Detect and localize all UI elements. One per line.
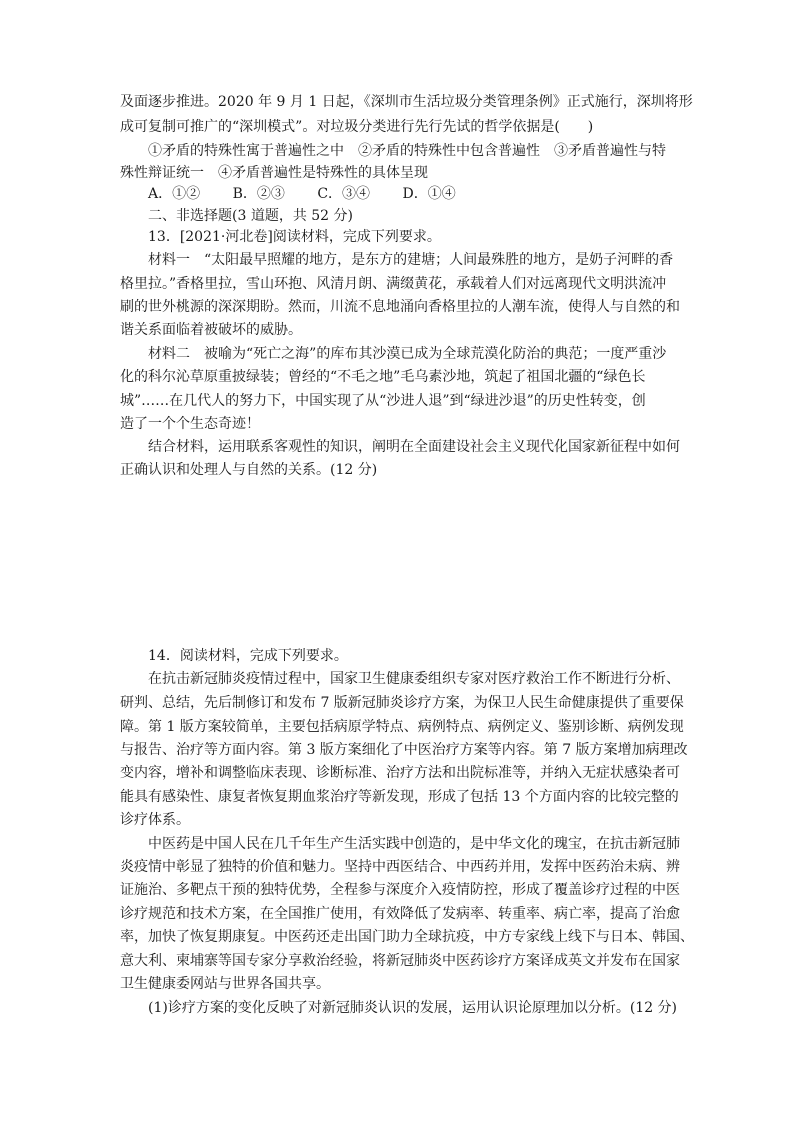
q14-subquestion-1: (1)诊疗方案的变化反映了对新冠肺炎认识的发展，运用认识论原理加以分析。(12 分) <box>148 1000 678 1016</box>
q12-statements-line2: 殊性辩证统一 ④矛盾普遍性是特殊性的具体呈现 <box>120 165 428 181</box>
q14-para1-line: 障。第 1 版方案较简单，主要包括病原学特点、病例特点、病例定义、鉴别诊断、病例发现 <box>120 719 684 735</box>
q14-para1-line: 与报告、治疗等方面内容。第 3 版方案细化了中医治疗方案等内容。第 7 版方案增加病理改 <box>120 742 688 758</box>
q13-material1-line: 材料一 “太阳最早照耀的地方，是东方的建塘；人间最殊胜的地方，是奶子河畔的香 <box>148 252 674 268</box>
q14-para2-line: 炎疫情中彰显了独特的价值和魅力。坚持中西医结合、中西药并用，发挥中医药治未病、辨 <box>120 859 680 875</box>
q13-question-line: 正确认识和处理人与自然的关系。(12 分) <box>120 462 378 478</box>
q14-heading: 14．阅读材料，完成下列要求。 <box>148 648 348 664</box>
q14-para2-line: 诊疗规范和技术方案，在全国推广使用，有效降低了发病率、转重率、病亡率，提高了治愈 <box>120 906 680 922</box>
q13-material2-line: 化的科尔沁草原重披绿装；曾经的“不毛之地”毛乌素沙地，筑起了祖国北疆的“绿色长 <box>120 369 646 385</box>
q14-para2-line: 证施治、多靶点干预的独特优势，全程参与深度介入疫情防控，形成了覆盖诊疗过程的中医 <box>120 882 680 898</box>
q14-para2-line: 意大利、柬埔寨等国专家分享救治经验，将新冠肺炎中医药诊疗方案译成英文并发布在国家 <box>120 953 680 969</box>
option-b: B．②③ <box>232 186 285 202</box>
section-heading: 二、非选择题(3 道题，共 52 分) <box>148 208 353 224</box>
option-a: A．①② <box>148 186 201 202</box>
q13-material1-line: 格里拉。”香格里拉，雪山环抱、风清月朗、满缀黄花，承载着人们对远离现代文明洪流冲 <box>120 276 667 292</box>
q13-material2-line: 城”……在几代人的努力下，中国实现了从“沙进人退”到“绿进沙退”的历史性转变，创 <box>120 393 646 409</box>
q14-para2-line: 中医药是中国人民在几千年生产生活实践中创造的，是中华文化的瑰宝，在抗击新冠肺 <box>148 836 680 852</box>
q12-statements-line1: ①矛盾的特殊性寓于普遍性之中 ②矛盾的特殊性中包含普遍性 ③矛盾普遍性与特 <box>148 143 666 159</box>
option-c: C．③④ <box>317 186 371 202</box>
q13-material2-line: 造了一个个生态奇迹！ <box>120 416 260 432</box>
q14-para1-line: 研判、总结，先后制修订和发布 7 版新冠肺炎诊疗方案，为保卫人民生命健康提供了重要保 <box>120 695 684 711</box>
q13-material1-line: 谐关系面临着被破坏的威胁。 <box>120 322 302 338</box>
q14-para2-line: 卫生健康委网站与世界各国共享。 <box>120 976 330 992</box>
q14-para1-line: 变内容，增补和调整临床表现、诊断标准、治疗方法和出院标准等，并纳入无症状感染者可 <box>120 765 680 781</box>
q13-material2-line: 材料二 被喻为“死亡之海”的库布其沙漠已成为全球荒漠化防治的典范；一度严重沙 <box>148 346 667 362</box>
q13-question-line: 结合材料，运用联系客观性的知识，阐明在全面建设社会主义现代化国家新征程中如何 <box>148 439 680 455</box>
q12-line2: 成可复制可推广的“深圳模式”。对垃圾分类进行先行先试的哲学依据是( ) <box>120 119 594 135</box>
q12-line1: 及面逐步推进。2020 年 9 月 1 日起，《深圳市生活垃圾分类管理条例》正式施行，深圳将形 <box>120 94 693 110</box>
q14-para1-line: 能具有感染性、康复者恢复期血浆治疗等新发现，形成了包括 13 个方面内容的比较完整的 <box>120 789 679 805</box>
option-d: D．①④ <box>402 186 456 202</box>
q12-options <box>148 184 456 204</box>
q14-para2-line: 率，加快了恢复期康复。中医药还走出国门助力全球抗疫，中方专家线上线下与日本、韩国、 <box>120 929 694 945</box>
q14-para1-line: 在抗击新冠肺炎疫情过程中，国家卫生健康委组织专家对医疗救治工作不断进行分析、 <box>148 671 680 687</box>
q14-para1-line: 诊疗体系。 <box>120 812 190 828</box>
q13-heading: 13．[2021·河北卷]阅读材料，完成下列要求。 <box>148 229 441 245</box>
q13-material1-line: 刷的世外桃源的深深期盼。然而，川流不息地涌向香格里拉的人潮车流，使得人与自然的和 <box>120 299 680 315</box>
